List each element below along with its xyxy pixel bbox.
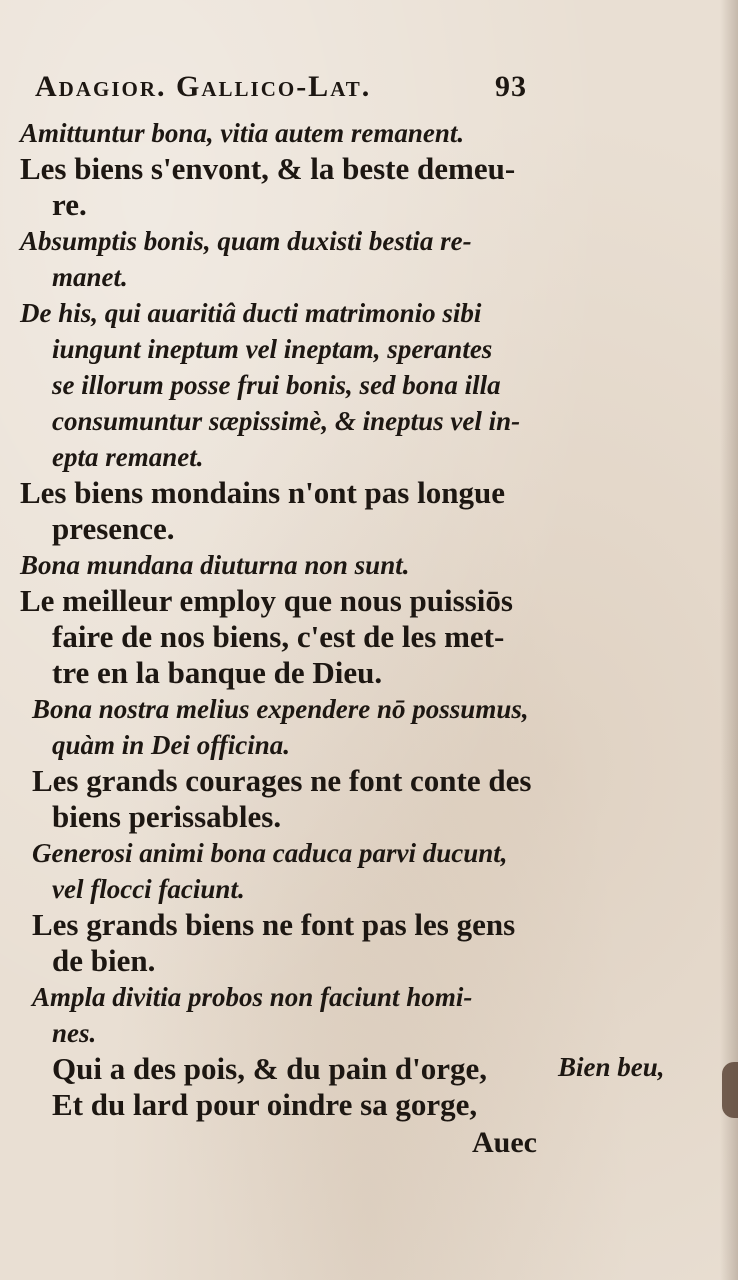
text-line: Les grands courages ne font conte des: [32, 763, 532, 798]
margin-note: Bien beu,: [558, 1052, 665, 1082]
text-line: nes.: [52, 1018, 97, 1048]
text-line: vel flocci faciunt.: [52, 874, 245, 904]
binding-hole: [722, 1062, 738, 1118]
text-line: Le meilleur employ que nous puissiōs: [20, 583, 513, 618]
text-line: Bona nostra melius expendere nō possumus,: [32, 694, 529, 724]
text-line: se illorum posse frui bonis, sed bona illa: [52, 370, 501, 400]
text-line: Les biens mondains n'ont pas longue: [20, 475, 505, 510]
text-line: presence.: [52, 511, 175, 546]
text-line: Les biens s'envont, & la beste demeu-: [20, 151, 516, 186]
text-line: quàm in Dei officina.: [52, 730, 291, 760]
body-text: [20, 115, 540, 1123]
text-line: Amittuntur bona, vitia autem remanent.: [20, 118, 465, 148]
text-line: Bona mundana diuturna non sunt.: [20, 550, 410, 580]
text-line: manet.: [52, 262, 128, 292]
text-line: re.: [52, 187, 87, 222]
text-line: biens perissables.: [52, 799, 282, 834]
running-head: [35, 70, 527, 104]
text-line: Qui a des pois, & du pain d'orge,: [52, 1051, 487, 1086]
text-line: iungunt ineptum vel ineptam, sperantes: [52, 334, 493, 364]
text-line: Ampla divitia probos non faciunt homi-: [32, 982, 473, 1012]
text-line: Et du lard pour oindre sa gorge,: [52, 1087, 478, 1122]
text-line: consumuntur sæpissimè, & ineptus vel in-: [52, 406, 521, 436]
text-line: De his, qui auaritiâ ducti matrimonio sibi: [20, 298, 482, 328]
running-head-title: Adagior. Gallico-Lat.: [35, 70, 372, 103]
text-line: tre en la banque de Dieu.: [52, 655, 383, 690]
page-number: 93: [495, 70, 527, 103]
text-line: Absumptis bonis, quam duxisti bestia re-: [20, 226, 472, 256]
catchword: Auec: [472, 1126, 537, 1159]
text-line: Les grands biens ne font pas les gens: [32, 907, 516, 942]
text-line: faire de nos biens, c'est de les met-: [52, 619, 505, 654]
text-line: epta remanet.: [52, 442, 204, 472]
text-line: de bien.: [52, 943, 156, 978]
text-line: Generosi animi bona caduca parvi ducunt,: [32, 838, 508, 868]
